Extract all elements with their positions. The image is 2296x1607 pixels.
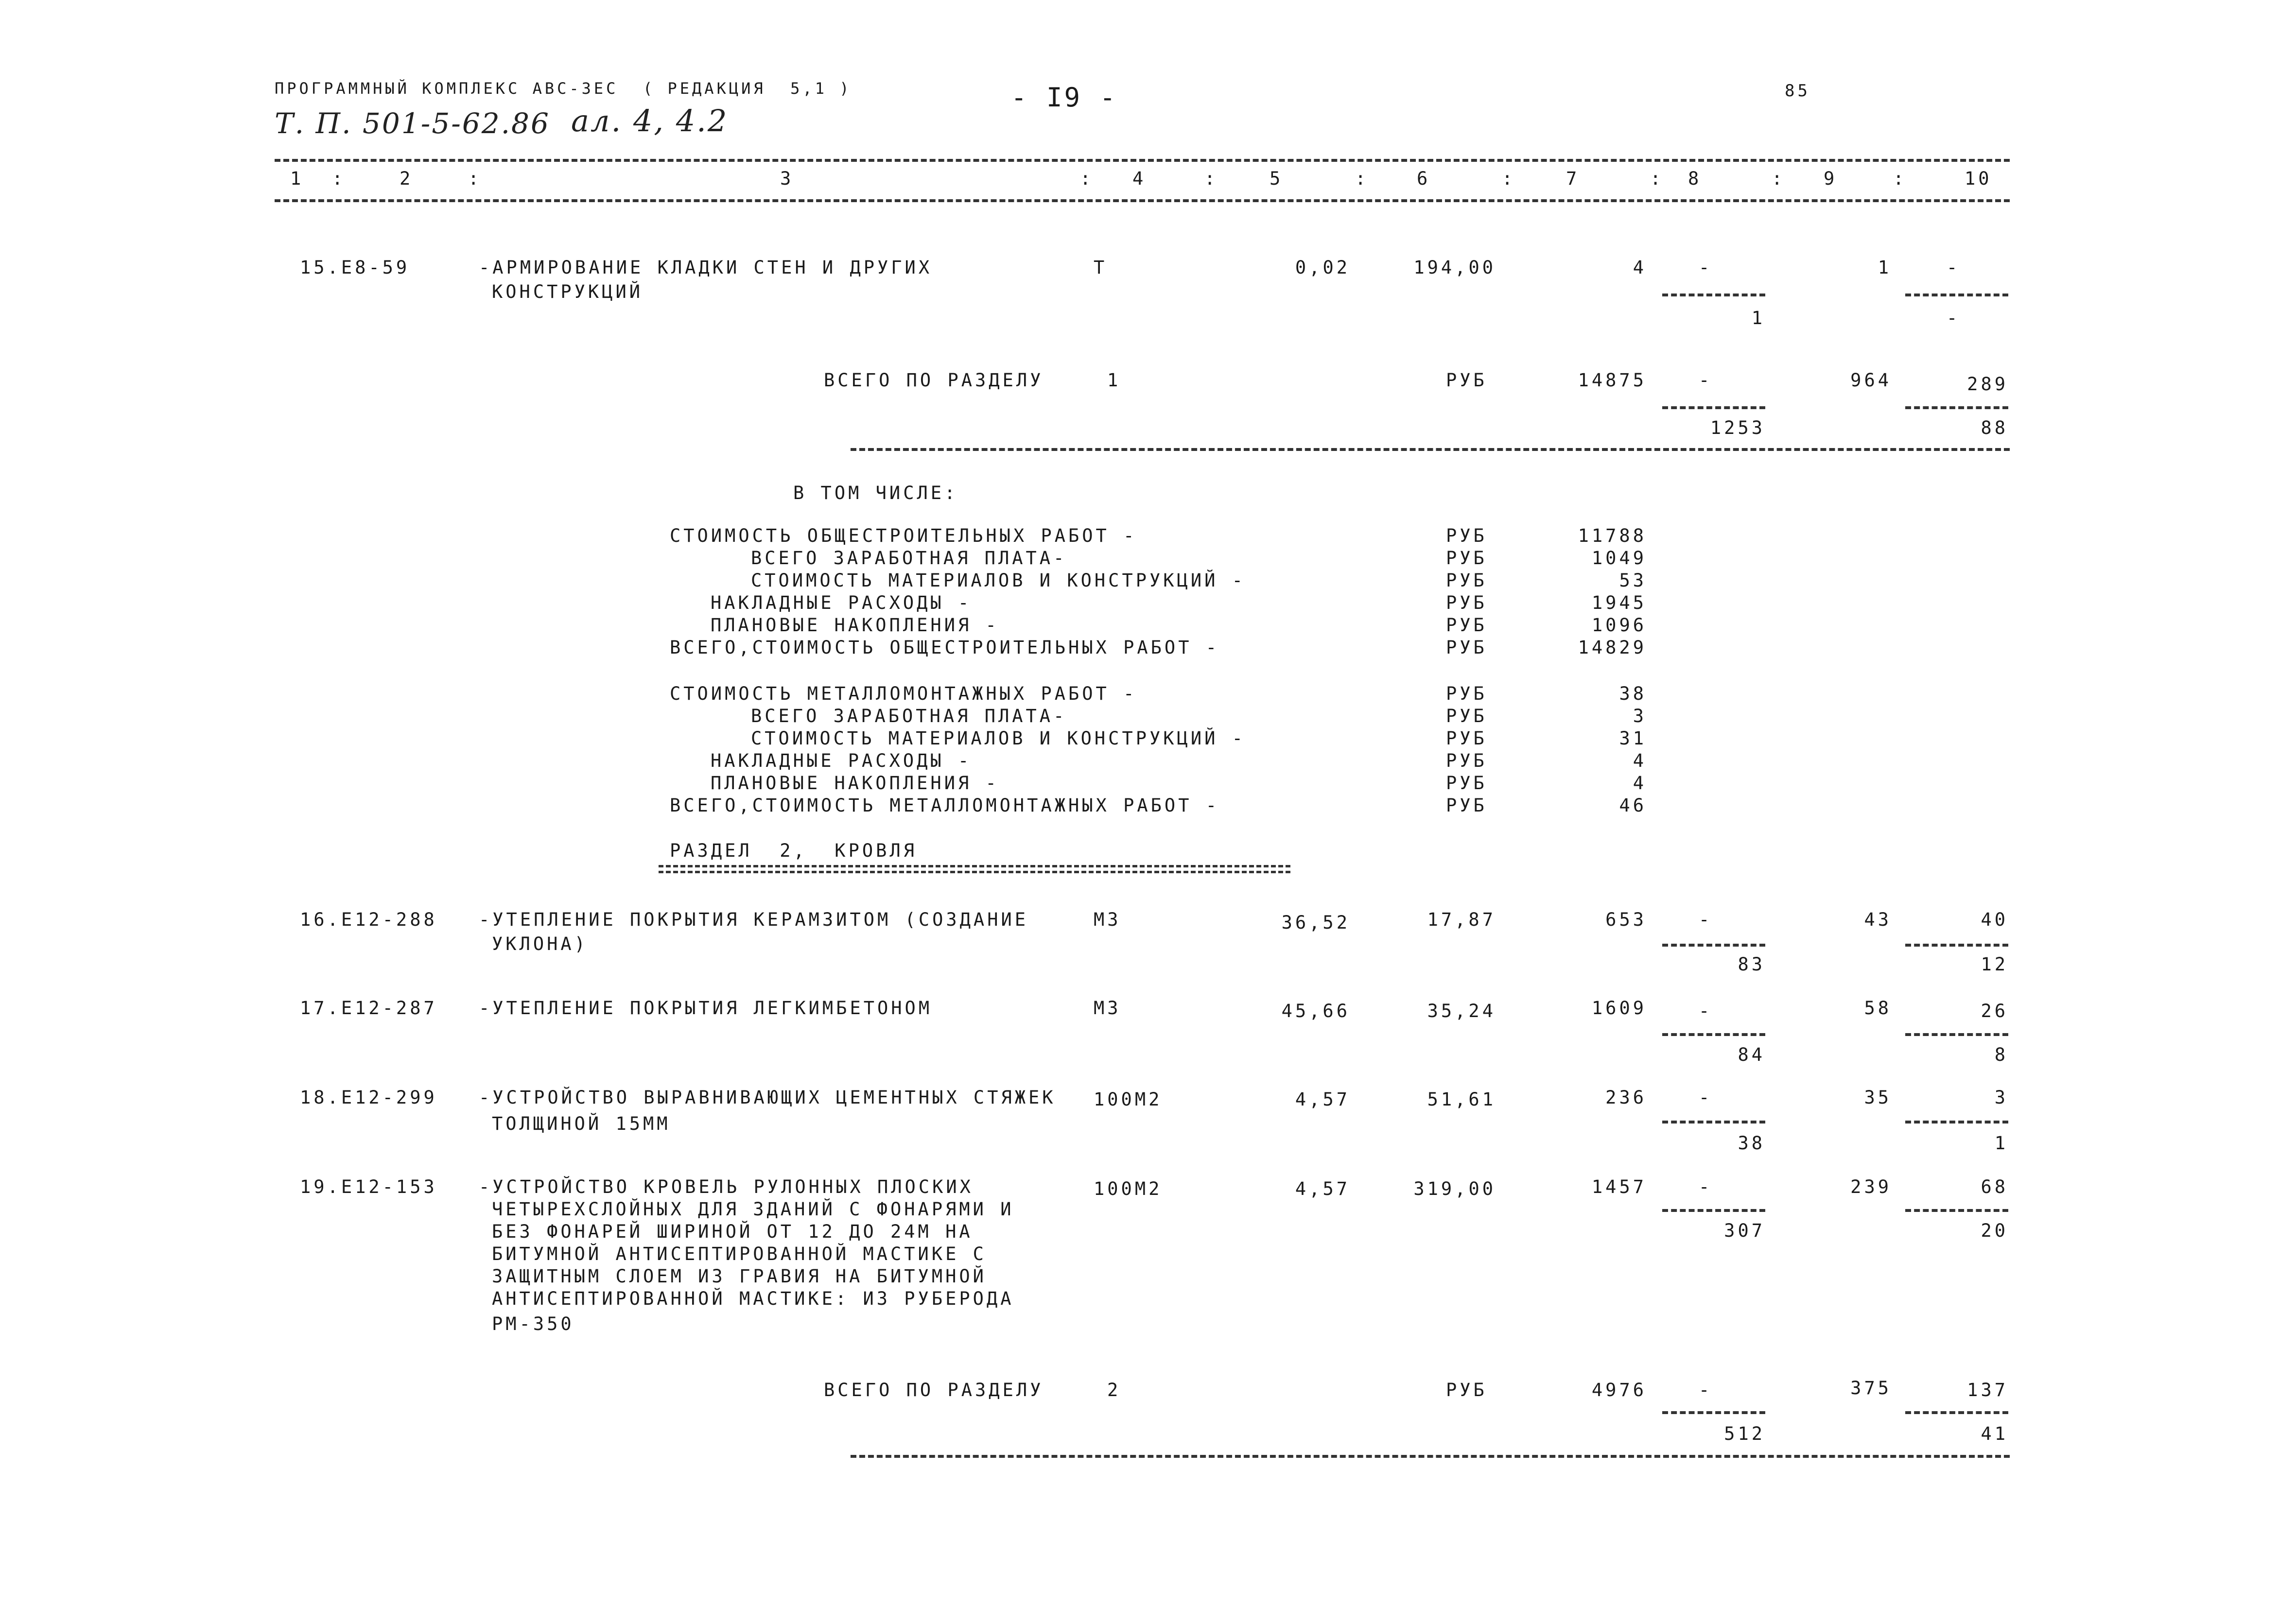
item-col9: 239 (1850, 1176, 1892, 1197)
item-qty: 4,57 (1295, 1178, 1350, 1199)
col-num-4: 4 (1132, 168, 1147, 189)
total-section-no: 2 (1107, 1380, 1121, 1400)
item-total: 236 (1605, 1087, 1647, 1108)
col-sep: : (1355, 168, 1369, 189)
item-col10-top: 40 (1981, 909, 2008, 930)
including-label: В ТОМ ЧИСЛЕ: (793, 483, 958, 503)
item-name: ТОЛЩИНОЙ 15ММ (492, 1113, 671, 1134)
breakdown-value: 46 (1619, 795, 1647, 816)
total-label: ВСЕГО ПО РАЗДЕЛУ (824, 370, 1044, 391)
breakdown-value: 14829 (1578, 637, 1647, 658)
item-name: ЗАЩИТНЫМ СЛОЕМ ИЗ ГРАВИЯ НА БИТУМНОЙ (492, 1266, 987, 1287)
breakdown-label: СТОИМОСТЬ МАТЕРИАЛОВ И КОНСТРУКЦИЙ - (751, 570, 1246, 591)
breakdown-label: СТОИМОСТЬ МАТЕРИАЛОВ И КОНСТРУКЦИЙ - (751, 728, 1246, 749)
item-col8-bottom: 83 (1738, 954, 1765, 975)
total-value: 14875 (1578, 370, 1647, 391)
breakdown-value: 53 (1619, 570, 1647, 591)
item-col10-bottom: 1 (1994, 1133, 2008, 1154)
item-total: 1457 (1591, 1176, 1647, 1197)
fraction-line (1662, 1411, 1765, 1414)
item-code: 15.Е8-59 (300, 257, 410, 278)
total-col8-top: - (1699, 1380, 1713, 1400)
sheet-number: 85 (1785, 81, 1810, 101)
total-col10-bottom: 88 (1981, 417, 2008, 438)
breakdown-unit: РУБ (1446, 525, 1487, 546)
breakdown-value: 4 (1633, 750, 1647, 771)
item-name: -УТЕПЛЕНИЕ ПОКРЫТИЯ ЛЕГКИМБЕТОНОМ (479, 998, 933, 1019)
breakdown-label: ПЛАНОВЫЕ НАКОПЛЕНИЯ - (711, 773, 999, 794)
item-col8-top: - (1699, 257, 1713, 278)
item-name: -УСТРОЙСТВО ВЫРАВНИВАЮЩИХ ЦЕМЕНТНЫХ СТЯЖЕК (479, 1087, 1056, 1108)
handwritten-project-ref: Т. П. 501-5-62.86 (275, 107, 550, 140)
col-num-2: 2 (400, 168, 414, 189)
item-col8-top: - (1699, 909, 1713, 930)
breakdown-value: 11788 (1578, 525, 1647, 546)
breakdown-label: ВСЕГО,СТОИМОСТЬ МЕТАЛЛОМОНТАЖНЫХ РАБОТ - (670, 795, 1220, 816)
breakdown-unit: РУБ (1446, 706, 1487, 726)
item-price: 17,87 (1427, 909, 1496, 930)
item-price: 35,24 (1427, 1001, 1496, 1021)
handwritten-album-ref: ал. 4, 4.2 (571, 103, 729, 138)
item-code: 17.Е12-287 (300, 998, 437, 1019)
col-sep: : (468, 168, 482, 189)
section-2-title-underline (659, 865, 1290, 873)
total-col8-bottom: 512 (1724, 1423, 1765, 1444)
item-name: ЧЕТЫРЕХСЛОЙНЫХ ДЛЯ ЗДАНИЙ С ФОНАРЯМИ И (492, 1199, 1014, 1220)
breakdown-unit: РУБ (1446, 773, 1487, 794)
total-value: 4976 (1591, 1380, 1647, 1400)
total-col9: 375 (1850, 1378, 1892, 1399)
item-price: 319,00 (1413, 1178, 1496, 1199)
item-total: 1609 (1591, 998, 1647, 1019)
item-col9: 58 (1864, 998, 1892, 1019)
fraction-line (1905, 294, 2008, 296)
col-sep: : (1650, 168, 1664, 189)
item-price: 194,00 (1413, 257, 1496, 278)
section-1-total-rule (851, 448, 2010, 451)
item-name: -УСТРОЙСТВО КРОВЕЛЬ РУЛОННЫХ ПЛОСКИХ (479, 1176, 974, 1197)
total-label: ВСЕГО ПО РАЗДЕЛУ (824, 1380, 1044, 1400)
breakdown-value: 38 (1619, 683, 1647, 704)
fraction-line (1905, 1209, 2008, 1212)
breakdown-unit: РУБ (1446, 592, 1487, 613)
item-unit: 100М2 (1094, 1089, 1163, 1110)
item-price: 51,61 (1427, 1089, 1496, 1110)
item-name: -АРМИРОВАНИЕ КЛАДКИ СТЕН И ДРУГИХ (479, 257, 933, 278)
item-col10-top: 26 (1981, 1001, 2008, 1021)
breakdown-unit: РУБ (1446, 683, 1487, 704)
col-sep: : (1502, 168, 1516, 189)
item-name: КОНСТРУКЦИЙ (492, 281, 644, 302)
item-unit: Т (1094, 257, 1108, 278)
breakdown-label: ВСЕГО ЗАРАБОТНАЯ ПЛАТА- (751, 706, 1067, 726)
total-section-no: 1 (1107, 370, 1121, 391)
col-num-6: 6 (1417, 168, 1431, 189)
fraction-line (1905, 1411, 2008, 1414)
section-2-total-rule (851, 1455, 2010, 1458)
item-col10-bottom: 20 (1981, 1220, 2008, 1241)
col-num-10: 10 (1965, 168, 1992, 189)
item-col10-bottom: 8 (1994, 1044, 2008, 1065)
item-col8-bottom: 307 (1724, 1220, 1765, 1241)
breakdown-unit: РУБ (1446, 728, 1487, 749)
breakdown-unit: РУБ (1446, 637, 1487, 658)
total-col10-bottom: 41 (1981, 1423, 2008, 1444)
item-name: РМ-350 (492, 1313, 574, 1334)
fraction-line (1905, 1033, 2008, 1036)
total-col8-bottom: 1253 (1710, 417, 1765, 438)
item-qty: 45,66 (1281, 1001, 1350, 1021)
breakdown-unit: РУБ (1446, 795, 1487, 816)
fraction-line (1905, 1121, 2008, 1123)
breakdown-label: ВСЕГО,СТОИМОСТЬ ОБЩЕСТРОИТЕЛЬНЫХ РАБОТ - (670, 637, 1220, 658)
item-unit: М3 (1094, 998, 1121, 1019)
item-total: 653 (1605, 909, 1647, 930)
fraction-line (1662, 944, 1765, 947)
item-col9: 1 (1878, 257, 1892, 278)
breakdown-label: НАКЛАДНЫЕ РАСХОДЫ - (711, 592, 972, 613)
col-num-7: 7 (1566, 168, 1580, 189)
breakdown-value: 1049 (1591, 548, 1647, 569)
col-num-5: 5 (1270, 168, 1284, 189)
item-col9: 35 (1864, 1087, 1892, 1108)
col-sep: : (1893, 168, 1907, 189)
breakdown-label: ВСЕГО ЗАРАБОТНАЯ ПЛАТА- (751, 548, 1067, 569)
item-col10-top: 68 (1981, 1176, 2008, 1197)
fraction-line (1662, 1121, 1765, 1123)
item-name: УКЛОНА) (492, 933, 588, 954)
page-number: - I9 - (1011, 82, 1118, 113)
col-num-1: 1 (290, 168, 304, 189)
col-sep: : (1772, 168, 1786, 189)
item-qty: 36,52 (1281, 912, 1350, 933)
total-unit: РУБ (1446, 370, 1487, 391)
header-rule-bottom (275, 199, 2010, 202)
breakdown-label: СТОИМОСТЬ ОБЩЕСТРОИТЕЛЬНЫХ РАБОТ - (670, 525, 1137, 546)
fraction-line (1905, 944, 2008, 947)
item-col10-top: 3 (1994, 1087, 2008, 1108)
col-sep: : (332, 168, 346, 189)
item-col8-bottom: 84 (1738, 1044, 1765, 1065)
item-col8-top: - (1699, 1176, 1713, 1197)
fraction-line (1905, 406, 2008, 409)
fraction-line (1662, 1033, 1765, 1036)
breakdown-value: 31 (1619, 728, 1647, 749)
item-name: АНТИСЕПТИРОВАННОЙ МАСТИКЕ: ИЗ РУБЕРОДА (492, 1288, 1014, 1309)
item-code: 18.Е12-299 (300, 1087, 437, 1108)
breakdown-value: 4 (1633, 773, 1647, 794)
item-name: БЕЗ ФОНАРЕЙ ШИРИНОЙ ОТ 12 ДО 24М НА (492, 1221, 973, 1242)
section-2-title: РАЗДЕЛ 2, КРОВЛЯ (670, 840, 917, 861)
item-col8-bottom: 1 (1751, 308, 1765, 328)
program-header: ПРОГРАММНЫЙ КОМПЛЕКС АВС-ЗЕС ( РЕДАКЦИЯ 5,1 ) (275, 79, 852, 98)
breakdown-label: НАКЛАДНЫЕ РАСХОДЫ - (711, 750, 972, 771)
breakdown-unit: РУБ (1446, 750, 1487, 771)
col-num-3: 3 (780, 168, 794, 189)
breakdown-value: 1945 (1591, 592, 1647, 613)
col-num-9: 9 (1824, 168, 1838, 189)
breakdown-unit: РУБ (1446, 615, 1487, 636)
item-col9: 43 (1864, 909, 1892, 930)
breakdown-unit: РУБ (1446, 548, 1487, 569)
item-col8-top: - (1699, 1001, 1713, 1021)
column-number-row (0, 168, 2296, 192)
item-col10-bottom: - (1947, 308, 1961, 328)
breakdown-label: СТОИМОСТЬ МЕТАЛЛОМОНТАЖНЫХ РАБОТ - (670, 683, 1137, 704)
item-unit: М3 (1094, 909, 1121, 930)
item-col8-top: - (1699, 1087, 1713, 1108)
total-col8-top: - (1699, 370, 1713, 391)
item-col10-bottom: 12 (1981, 954, 2008, 975)
breakdown-unit: РУБ (1446, 570, 1487, 591)
fraction-line (1662, 1209, 1765, 1212)
total-col9: 964 (1850, 370, 1892, 391)
item-name: БИТУМНОЙ АНТИСЕПТИРОВАННОЙ МАСТИКЕ С (492, 1244, 987, 1264)
total-unit: РУБ (1446, 1380, 1487, 1400)
item-col10-top: - (1947, 257, 1961, 278)
item-code: 16.Е12-288 (300, 909, 437, 930)
col-sep: : (1080, 168, 1094, 189)
item-code: 19.Е12-153 (300, 1176, 437, 1197)
col-sep: : (1204, 168, 1218, 189)
item-total: 4 (1633, 257, 1647, 278)
item-col8-bottom: 38 (1738, 1133, 1765, 1154)
item-unit: 100М2 (1094, 1178, 1163, 1199)
total-col10-top: 137 (1967, 1380, 2008, 1400)
item-qty: 0,02 (1295, 257, 1350, 278)
header-rule-top (275, 159, 2010, 162)
item-name: -УТЕПЛЕНИЕ ПОКРЫТИЯ КЕРАМЗИТОМ (СОЗДАНИЕ (479, 909, 1029, 930)
fraction-line (1662, 294, 1765, 296)
total-col10-top: 289 (1967, 374, 2008, 395)
breakdown-label: ПЛАНОВЫЕ НАКОПЛЕНИЯ - (711, 615, 999, 636)
col-num-8: 8 (1688, 168, 1702, 189)
fraction-line (1662, 406, 1765, 409)
breakdown-value: 1096 (1591, 615, 1647, 636)
item-qty: 4,57 (1295, 1089, 1350, 1110)
breakdown-value: 3 (1633, 706, 1647, 726)
